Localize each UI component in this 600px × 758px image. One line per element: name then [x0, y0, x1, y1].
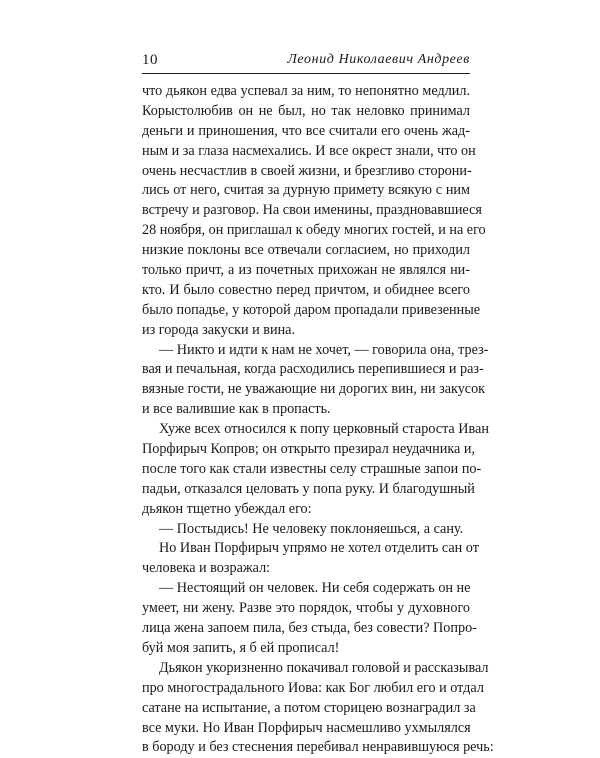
text-line: — Нестоящий он человек. Ни себя содержать он не	[159, 580, 471, 597]
text-line: что дьякон едва успевал за ним, то непонятно медлил.	[142, 83, 470, 99]
paragraph	[142, 341, 489, 421]
running-head-author: Леонид Николаевич Андреев	[287, 52, 470, 67]
text-line: лись от него, считая за дурную примету всякую с ним	[142, 182, 470, 199]
text-line: кто. И было совестно перед причтом, и обиднее всего	[142, 281, 470, 298]
text-line: буй моя запить, я б ей прописал!	[142, 639, 340, 656]
paragraph	[142, 539, 479, 579]
text-line: — Никто и идти к нам не хочет, — говорила она, трез-	[159, 341, 489, 358]
text-line: Но Иван Порфирыч упрямо не хотел отделить сан от	[159, 540, 479, 557]
text-line: Хуже всех относился к попу церковный староста Иван	[159, 421, 489, 438]
paragraph	[142, 82, 486, 341]
text-line: дьякон тщетно убеждал его:	[142, 500, 312, 517]
text-line: после того как стали известны селу страшные запои по-	[142, 460, 482, 477]
text-line: сатане на испытание, а потом сторицею вознаградил за	[142, 699, 476, 716]
paragraph	[142, 579, 477, 659]
text-line: про многострадального Иова: как Бог любил его и отдал	[142, 679, 484, 696]
text-line: вая и печальная, когда расходились перепившиеся и раз-	[142, 361, 484, 378]
page-header	[142, 52, 470, 74]
text-line: встречу и разговор. На свои именины, праздновавшиеся	[142, 202, 482, 219]
text-line: в бороду и без стеснения перебивал ненравившуюся речь:	[142, 739, 494, 756]
paragraph	[142, 520, 470, 540]
text-line: низкие поклоны все отвечали согласием, но приходил	[142, 242, 470, 259]
text-line: все муки. Но Иван Порфирыч насмешливо ухмылялся	[142, 719, 471, 736]
text-line: только причт, а из почетных прихожан не являлся ни-	[142, 262, 470, 279]
text-line: вязные гости, не уважающие ни дорогих вин, ни закусок	[142, 381, 486, 398]
text-line: лица жена запоем пила, без стыда, без совести? Попро-	[142, 620, 477, 637]
text-line: — Постыдись! Не человеку поклоняешься, а сану.	[159, 520, 464, 537]
text-line: из города закуски и вина.	[142, 321, 296, 338]
text-line: было попадье, у которой даром пропадали привезенные	[142, 301, 481, 318]
header-rule	[142, 73, 470, 74]
text-line: 28 ноября, он приглашал к обеду многих гостей, и на его	[142, 222, 486, 239]
text-line: Корыстолюбив он не был, но так неловко принимал	[142, 102, 470, 119]
text-line: деньги и приношения, что все считали его очень жад-	[142, 122, 470, 139]
text-line: человека и возражал:	[142, 560, 271, 577]
text-line: Дьякон укоризненно покачивал головой и рассказывал	[159, 659, 489, 676]
page-number: 10	[142, 52, 158, 68]
paragraph	[142, 659, 494, 758]
text-line: и все валившие как в пропасть.	[142, 401, 331, 418]
text-line: умеет, ни жену. Разве это порядок, чтобы у духовного	[142, 600, 470, 617]
text-line: падьи, отказался целовать у попа руку. И благодушный	[142, 480, 475, 497]
text-line: Порфирыч Копров; он открыто презирал неудачника и,	[142, 441, 476, 458]
body-text	[142, 82, 494, 758]
text-line: ным и за глаза насмехались. И все окрест знали, что он	[142, 142, 476, 159]
text-line: очень несчастлив в своей жизни, и брезгливо сторони-	[142, 162, 472, 179]
paragraph	[142, 420, 489, 519]
